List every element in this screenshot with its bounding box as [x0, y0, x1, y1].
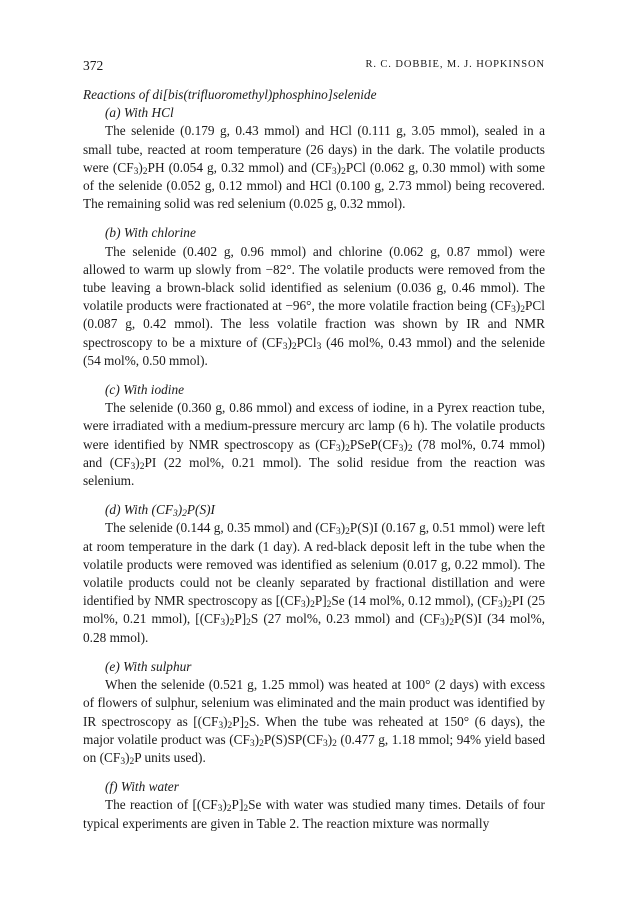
subsection-title: (c) With iodine: [105, 382, 185, 398]
subsection-c: [83, 381, 545, 490]
subsection-paragraph: The selenide (0.144 g, 0.35 mmol) and $(CF_3)_2P(S)I$ (0.167 g, 0.51 mmol) were left at room temperature in the dark (1 day). A red-black deposit left in the tube when the volatile products were removed was identified as selenium (0.017 g, 0.22 mmol). The volatile products could not be cleanly separated by fractional distillation and were identified by NMR spectroscopy as $[(CF_3)_2P]_2Se$ (14 mol%, 0.12 mmol), $(CF_3)_2PI$ (25 mol%, 0.21 mmol), $[(CF_3)_2P]_2S$ (27 mol%, 0.23 mmol) and $(CF_3)_2P(S)I$ (34 mol%, 0.28 mmol).: [83, 520, 545, 645]
page-header: [83, 58, 545, 74]
subsection-f: [83, 778, 545, 833]
subsection-e: [83, 658, 545, 767]
subsection-d: [83, 501, 545, 647]
subsection-title: (d) With $(CF_3)_2P(S)I$: [105, 502, 215, 520]
subsection-paragraph: The selenide (0.179 g, 0.43 mmol) and HCl (0.111 g, 3.05 mmol), sealed in a small tube, reacted at room temperature (26 days) in the dark. The volatile products were $(CF_3)_2PH$ (0.054 g, 0.32 mmol) and $(CF_3)_2PCl$ (0.062 g, 0.30 mmol) with some of the selenide (0.052 g, 0.12 mmol) and HCl (0.100 g, 2.73 mmol) being recovered. The remaining solid was red selenium (0.025 g, 0.32 mmol).: [83, 123, 546, 212]
subsection-title: (f) With water: [105, 779, 179, 795]
article-body: [83, 86, 545, 833]
subsection-title: (e) With sulphur: [105, 658, 192, 674]
subsection-paragraph: The selenide (0.402 g, 0.96 mmol) and chlorine (0.062 g, 0.87 mmol) were allowed to warm up slowly from −82°. The volatile products were removed from the tube leaving a brown-black solid identified as selenium (0.036 g, 0.46 mmol). The volatile products were fractionated at −96°, the more volatile fraction being $(CF_3)_2PCl$ (0.087 g, 0.42 mmol). The less volatile fraction was shown by IR and NMR spectroscopy to be a mixture of $(CF_3)_2PCl_3$ (46 mol%, 0.43 mmol) and the selenide (54 mol%, 0.50 mmol).: [83, 243, 545, 368]
subsection-title: (b) With chlorine: [105, 225, 196, 241]
subsection-title: (a) With HCl: [105, 105, 174, 121]
subsection-paragraph: The selenide (0.360 g, 0.86 mmol) and excess of iodine, in a Pyrex reaction tube, were irradiated with a medium-pressure mercury arc lamp (6 h). The volatile products were identified by NMR spectroscopy as $(CF_3)_2PSeP(CF_3)_2$ (78 mol%, 0.74 mmol) and $(CF_3)_2PI$ (22 mol%, 0.21 mmol). The solid residue from the reaction was selenium.: [83, 400, 546, 489]
running-head: R. C. DOBBIE, M. J. HOPKINSON: [365, 59, 545, 70]
subsection-paragraph: When the selenide (0.521 g, 1.25 mmol) was heated at 100° (2 days) with excess of flowers of sulphur, selenium was eliminated and the main product was identified by IR spectroscopy as $[(CF_3)_2P]_2S$. When the tube was reheated at 150° (6 days), the major volatile product was $(CF_3)_2P(S)SP(CF_3)_2$ (0.477 g, 1.18 mmol; 94% yield based on $(CF_3)_2P$ units used).: [83, 677, 545, 767]
subsection-a: [83, 104, 545, 213]
section-heading: Reactions of di[bis(trifluoromethyl)phosphino]selenide: [83, 87, 377, 102]
subsection-b: [83, 224, 545, 370]
subsection-paragraph: The reaction of $[(CF_3)_2P]_2Se$ with water was studied many times. Details of four typical experiments are given in Table 2. The reaction mixture was normally: [83, 797, 545, 831]
page-number: 372: [83, 58, 104, 73]
